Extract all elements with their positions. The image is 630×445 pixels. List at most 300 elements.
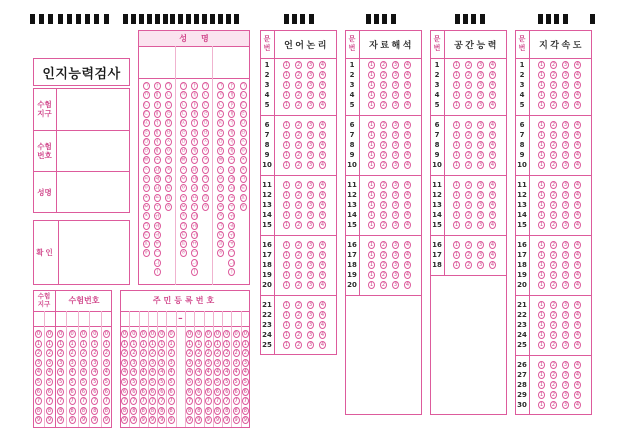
- answer-bubble-option-2[interactable]: 2: [466, 122, 471, 128]
- answer-bubble-option-1[interactable]: 1: [539, 162, 544, 168]
- answer-bubble-option-3[interactable]: 3: [478, 142, 483, 148]
- resident-id-digit-bubble[interactable]: 6: [123, 388, 127, 395]
- resident-id-digit-bubble[interactable]: 3: [132, 359, 136, 366]
- answer-bubble-option-1[interactable]: 1: [284, 202, 289, 208]
- resident-id-write-cell[interactable]: [232, 312, 240, 326]
- name-bubble-medial-vowel[interactable]: ㅒ: [154, 110, 160, 117]
- resident-id-digit-bubble[interactable]: 6: [215, 388, 220, 395]
- exam-number-digit-bubble[interactable]: 5: [81, 379, 86, 385]
- exam-region-digit-bubble[interactable]: 7: [47, 398, 52, 405]
- answer-bubble-option-4[interactable]: 4: [405, 282, 410, 288]
- name-bubble-medial-vowel[interactable]: ㅞ: [229, 222, 235, 229]
- answer-bubble-option-3[interactable]: 3: [308, 342, 313, 348]
- name-bubble-final-consonant[interactable]: ㄹ: [203, 110, 209, 117]
- answer-bubble-option-2[interactable]: 2: [381, 62, 386, 68]
- answer-bubble-option-3[interactable]: 3: [308, 162, 313, 168]
- exam-number-digit-bubble[interactable]: 6: [70, 388, 74, 395]
- answer-bubble-option-4[interactable]: 4: [405, 132, 410, 138]
- exam-number-write-cell[interactable]: [90, 312, 100, 326]
- exam-number-digit-bubble[interactable]: 2: [59, 350, 63, 357]
- name-bubble-initial-consonant[interactable]: ㅂ: [180, 148, 186, 155]
- name-bubble-initial-consonant[interactable]: ㄸ: [218, 120, 224, 127]
- resident-id-write-cell[interactable]: [186, 312, 194, 326]
- answer-bubble-option-1[interactable]: 1: [454, 102, 459, 108]
- exam-region-digit-bubble[interactable]: 8: [47, 407, 52, 414]
- resident-id-digit-bubble[interactable]: 0: [197, 331, 201, 337]
- resident-id-digit-bubble[interactable]: 4: [215, 369, 220, 376]
- exam-number-digit-bubble[interactable]: 0: [93, 331, 97, 337]
- exam-number-digit-bubble[interactable]: 0: [59, 331, 63, 337]
- answer-bubble-option-1[interactable]: 1: [284, 122, 289, 128]
- answer-bubble-option-1[interactable]: 1: [369, 102, 374, 108]
- name-bubble-final-consonant[interactable]: ㅋ: [165, 176, 171, 182]
- answer-bubble-option-4[interactable]: 4: [320, 182, 325, 188]
- answer-bubble-option-4[interactable]: 4: [575, 302, 580, 308]
- resident-id-digit-bubble[interactable]: 5: [150, 379, 155, 385]
- resident-id-digit-bubble[interactable]: 4: [197, 369, 201, 376]
- answer-bubble-option-1[interactable]: 1: [284, 222, 289, 228]
- answer-bubble-option-3[interactable]: 3: [563, 72, 568, 78]
- name-bubble-medial-vowel[interactable]: ㅘ: [154, 166, 160, 173]
- resident-id-digit-bubble[interactable]: 4: [160, 369, 164, 376]
- exam-number-digit-bubble[interactable]: 0: [81, 331, 86, 337]
- name-bubble-medial-vowel[interactable]: ㅡ: [154, 250, 160, 257]
- answer-bubble-option-4[interactable]: 4: [490, 192, 495, 198]
- answer-bubble-option-2[interactable]: 2: [466, 62, 471, 68]
- answer-bubble-option-2[interactable]: 2: [381, 252, 386, 258]
- exam-region-digit-bubble[interactable]: 4: [47, 369, 52, 376]
- answer-bubble-option-1[interactable]: 1: [284, 102, 289, 108]
- answer-bubble-option-3[interactable]: 3: [478, 262, 483, 268]
- name-bubble-final-consonant[interactable]: ㅌ: [165, 185, 171, 192]
- name-bubble-final-consonant[interactable]: ㅇ: [165, 148, 171, 155]
- exam-number-write-cell[interactable]: [56, 312, 66, 326]
- answer-bubble-option-1[interactable]: 1: [539, 82, 544, 88]
- resident-id-digit-bubble[interactable]: 1: [132, 340, 136, 347]
- resident-id-digit-bubble[interactable]: 9: [243, 417, 247, 424]
- answer-bubble-option-1[interactable]: 1: [369, 272, 374, 278]
- answer-bubble-option-3[interactable]: 3: [393, 202, 398, 208]
- answer-bubble-option-3[interactable]: 3: [393, 192, 398, 198]
- answer-bubble-option-1[interactable]: 1: [284, 82, 289, 88]
- answer-bubble-option-1[interactable]: 1: [539, 272, 544, 278]
- name-bubble-final-consonant[interactable]: ㅎ: [203, 203, 209, 210]
- answer-bubble-option-4[interactable]: 4: [575, 202, 580, 208]
- resident-id-digit-bubble[interactable]: 5: [206, 379, 210, 385]
- resident-id-digit-bubble[interactable]: 4: [169, 369, 173, 376]
- resident-id-digit-bubble[interactable]: 6: [206, 388, 210, 395]
- answer-bubble-option-3[interactable]: 3: [563, 282, 568, 288]
- answer-bubble-option-3[interactable]: 3: [393, 212, 398, 218]
- answer-bubble-option-3[interactable]: 3: [478, 242, 483, 248]
- name-bubble-initial-consonant[interactable]: ㅋ: [218, 222, 224, 229]
- exam-region-digit-bubble[interactable]: 2: [47, 350, 52, 357]
- resident-id-digit-bubble[interactable]: 3: [215, 359, 220, 366]
- answer-bubble-option-2[interactable]: 2: [551, 242, 556, 248]
- answer-bubble-option-1[interactable]: 1: [284, 132, 289, 138]
- answer-bubble-option-2[interactable]: 2: [466, 152, 471, 158]
- answer-bubble-option-3[interactable]: 3: [563, 272, 568, 278]
- exam-number-digit-bubble[interactable]: 0: [104, 331, 108, 337]
- answer-bubble-option-3[interactable]: 3: [563, 102, 568, 108]
- answer-bubble-option-4[interactable]: 4: [490, 142, 495, 148]
- answer-bubble-option-1[interactable]: 1: [369, 182, 374, 188]
- resident-id-digit-bubble[interactable]: 7: [188, 398, 192, 405]
- answer-bubble-option-3[interactable]: 3: [563, 362, 568, 368]
- name-bubble-initial-consonant[interactable]: ㅍ: [218, 241, 224, 248]
- answer-bubble-option-1[interactable]: 1: [369, 92, 374, 98]
- exam-number-digit-bubble[interactable]: 1: [93, 340, 97, 347]
- resident-id-digit-bubble[interactable]: 6: [225, 388, 229, 395]
- answer-bubble-option-4[interactable]: 4: [405, 262, 410, 268]
- name-bubble-final-consonant[interactable]: ㅊ: [165, 166, 171, 173]
- answer-bubble-option-1[interactable]: 1: [539, 372, 544, 378]
- answer-bubble-option-3[interactable]: 3: [308, 262, 313, 268]
- answer-bubble-option-4[interactable]: 4: [575, 122, 580, 128]
- resident-id-digit-bubble[interactable]: 8: [206, 407, 210, 414]
- name-bubble-final-consonant[interactable]: ㅈ: [203, 157, 209, 164]
- answer-bubble-option-1[interactable]: 1: [539, 62, 544, 68]
- answer-bubble-option-1[interactable]: 1: [284, 92, 289, 98]
- resident-id-digit-bubble[interactable]: 9: [234, 417, 238, 424]
- answer-bubble-option-1[interactable]: 1: [369, 252, 374, 258]
- answer-bubble-option-1[interactable]: 1: [369, 242, 374, 248]
- answer-bubble-option-3[interactable]: 3: [478, 162, 483, 168]
- answer-bubble-option-1[interactable]: 1: [284, 282, 289, 288]
- answer-bubble-option-1[interactable]: 1: [369, 62, 374, 68]
- name-bubble-medial-vowel[interactable]: ㅡ: [192, 250, 197, 257]
- answer-bubble-option-2[interactable]: 2: [296, 212, 301, 218]
- name-bubble-final-consonant[interactable]: ㅅ: [240, 138, 246, 145]
- answer-bubble-option-1[interactable]: 1: [454, 72, 459, 78]
- resident-id-write-cell[interactable]: [214, 312, 222, 326]
- answer-bubble-option-1[interactable]: 1: [539, 122, 544, 128]
- answer-bubble-option-2[interactable]: 2: [296, 272, 301, 278]
- answer-bubble-option-1[interactable]: 1: [539, 382, 544, 388]
- answer-bubble-option-4[interactable]: 4: [490, 222, 495, 228]
- answer-bubble-option-4[interactable]: 4: [320, 192, 325, 198]
- name-bubble-medial-vowel[interactable]: ㅛ: [229, 194, 235, 201]
- exam-number-digit-bubble[interactable]: 7: [70, 398, 74, 405]
- answer-bubble-option-1[interactable]: 1: [284, 212, 289, 218]
- answer-bubble-option-3[interactable]: 3: [563, 222, 568, 228]
- answer-bubble-option-2[interactable]: 2: [381, 142, 386, 148]
- name-bubble-initial-consonant[interactable]: ㄲ: [143, 92, 149, 99]
- name-bubble-initial-consonant[interactable]: ㅈ: [180, 194, 186, 201]
- name-bubble-final-consonant[interactable]: ㅋ: [203, 176, 209, 182]
- resident-id-digit-bubble[interactable]: 8: [215, 407, 220, 414]
- answer-bubble-option-4[interactable]: 4: [575, 212, 580, 218]
- answer-bubble-option-4[interactable]: 4: [320, 122, 325, 128]
- answer-bubble-option-3[interactable]: 3: [563, 252, 568, 258]
- answer-bubble-option-4[interactable]: 4: [490, 162, 495, 168]
- answer-bubble-option-3[interactable]: 3: [478, 72, 483, 78]
- resident-id-digit-bubble[interactable]: 6: [169, 388, 173, 395]
- answer-bubble-option-3[interactable]: 3: [308, 132, 313, 138]
- name-bubble-initial-consonant[interactable]: ㅋ: [143, 222, 149, 229]
- resident-id-digit-bubble[interactable]: 2: [234, 350, 238, 357]
- answer-bubble-option-2[interactable]: 2: [466, 182, 471, 188]
- name-bubble-medial-vowel[interactable]: ㅙ: [192, 176, 197, 182]
- resident-id-digit-bubble[interactable]: 7: [150, 398, 155, 405]
- answer-bubble-option-4[interactable]: 4: [320, 222, 325, 228]
- answer-bubble-option-1[interactable]: 1: [369, 202, 374, 208]
- resident-id-digit-bubble[interactable]: 4: [234, 369, 238, 376]
- answer-bubble-option-3[interactable]: 3: [563, 122, 568, 128]
- answer-bubble-option-2[interactable]: 2: [551, 92, 556, 98]
- answer-bubble-option-4[interactable]: 4: [490, 242, 495, 248]
- answer-bubble-option-3[interactable]: 3: [563, 382, 568, 388]
- answer-bubble-option-4[interactable]: 4: [405, 222, 410, 228]
- answer-bubble-option-2[interactable]: 2: [381, 222, 386, 228]
- exam-number-digit-bubble[interactable]: 5: [93, 379, 97, 385]
- resident-id-digit-bubble[interactable]: 5: [197, 379, 201, 385]
- resident-id-digit-bubble[interactable]: 1: [215, 340, 220, 347]
- exam-number-digit-bubble[interactable]: 2: [70, 350, 74, 357]
- answer-bubble-option-2[interactable]: 2: [296, 332, 301, 338]
- answer-bubble-option-4[interactable]: 4: [320, 142, 325, 148]
- answer-bubble-option-2[interactable]: 2: [381, 282, 386, 288]
- answer-bubble-option-4[interactable]: 4: [490, 262, 495, 268]
- answer-bubble-option-3[interactable]: 3: [308, 282, 313, 288]
- name-bubble-initial-consonant[interactable]: ㄷ: [218, 110, 224, 117]
- answer-bubble-option-3[interactable]: 3: [478, 222, 483, 228]
- answer-bubble-option-2[interactable]: 2: [466, 222, 471, 228]
- resident-id-digit-bubble[interactable]: 6: [141, 388, 145, 395]
- name-bubble-medial-vowel[interactable]: ㅚ: [154, 185, 160, 192]
- exam-region-digit-bubble[interactable]: 2: [36, 350, 41, 357]
- answer-bubble-option-2[interactable]: 2: [381, 122, 386, 128]
- answer-bubble-option-1[interactable]: 1: [284, 182, 289, 188]
- answer-bubble-option-1[interactable]: 1: [369, 282, 374, 288]
- answer-bubble-option-4[interactable]: 4: [575, 362, 580, 368]
- answer-bubble-option-4[interactable]: 4: [490, 72, 495, 78]
- answer-bubble-option-2[interactable]: 2: [296, 302, 301, 308]
- name-bubble-medial-vowel[interactable]: ㅔ: [229, 129, 235, 136]
- answer-bubble-option-1[interactable]: 1: [369, 72, 374, 78]
- name-bubble-initial-consonant[interactable]: ㅌ: [180, 231, 186, 238]
- answer-bubble-option-4[interactable]: 4: [405, 202, 410, 208]
- exam-number-digit-bubble[interactable]: 5: [104, 379, 108, 385]
- resident-id-digit-bubble[interactable]: 9: [197, 417, 201, 424]
- answer-bubble-option-4[interactable]: 4: [490, 102, 495, 108]
- name-bubble-initial-consonant[interactable]: ㅎ: [143, 250, 149, 257]
- resident-id-digit-bubble[interactable]: 8: [243, 407, 247, 414]
- answer-bubble-option-1[interactable]: 1: [539, 252, 544, 258]
- name-bubble-final-consonant[interactable]: ㄷ: [240, 101, 246, 108]
- resident-id-digit-bubble[interactable]: 5: [243, 379, 247, 385]
- resident-id-write-cell[interactable]: [167, 312, 175, 326]
- answer-bubble-option-2[interactable]: 2: [296, 312, 301, 318]
- answer-bubble-option-2[interactable]: 2: [466, 192, 471, 198]
- exam-number-digit-bubble[interactable]: 6: [104, 388, 108, 395]
- name-bubble-final-consonant[interactable]: ㅇ: [240, 148, 246, 155]
- answer-bubble-option-3[interactable]: 3: [393, 252, 398, 258]
- exam-number-digit-bubble[interactable]: 2: [104, 350, 108, 357]
- name-bubble-initial-consonant[interactable]: ㄱ: [143, 83, 149, 89]
- answer-bubble-option-4[interactable]: 4: [490, 122, 495, 128]
- name-bubble-medial-vowel[interactable]: ㅏ: [229, 83, 235, 89]
- resident-id-digit-bubble[interactable]: 8: [197, 407, 201, 414]
- exam-number-digit-bubble[interactable]: 4: [81, 369, 86, 376]
- name-bubble-medial-vowel[interactable]: ㅠ: [154, 241, 160, 248]
- answer-bubble-option-2[interactable]: 2: [466, 262, 471, 268]
- resident-id-digit-bubble[interactable]: 9: [188, 417, 192, 424]
- answer-bubble-option-2[interactable]: 2: [551, 322, 556, 328]
- resident-id-digit-bubble[interactable]: 4: [225, 369, 229, 376]
- resident-id-digit-bubble[interactable]: 0: [188, 331, 192, 337]
- name-bubble-final-consonant[interactable]: ㅊ: [240, 166, 246, 173]
- answer-bubble-option-2[interactable]: 2: [296, 72, 301, 78]
- answer-bubble-option-2[interactable]: 2: [381, 182, 386, 188]
- answer-bubble-option-3[interactable]: 3: [308, 272, 313, 278]
- answer-bubble-option-2[interactable]: 2: [551, 392, 556, 398]
- resident-id-digit-bubble[interactable]: 3: [188, 359, 192, 366]
- answer-bubble-option-2[interactable]: 2: [466, 242, 471, 248]
- resident-id-digit-bubble[interactable]: 1: [206, 340, 210, 347]
- answer-bubble-option-3[interactable]: 3: [393, 182, 398, 188]
- name-bubble-medial-vowel[interactable]: ㅛ: [192, 194, 197, 201]
- name-bubble-final-consonant[interactable]: ㄱ: [240, 83, 246, 89]
- exam-number-digit-bubble[interactable]: 0: [70, 331, 74, 337]
- answer-bubble-option-3[interactable]: 3: [478, 122, 483, 128]
- name-bubble-medial-vowel[interactable]: ㅜ: [229, 203, 235, 210]
- name-bubble-medial-vowel[interactable]: ㅕ: [154, 138, 160, 145]
- name-bubble-medial-vowel[interactable]: ㅟ: [229, 231, 235, 238]
- answer-bubble-option-4[interactable]: 4: [575, 272, 580, 278]
- exam-number-write-field[interactable]: [57, 131, 129, 171]
- exam-number-digit-bubble[interactable]: 8: [70, 407, 74, 414]
- exam-number-digit-bubble[interactable]: 4: [59, 369, 63, 376]
- name-bubble-final-consonant[interactable]: ㅎ: [165, 203, 171, 210]
- name-bubble-initial-consonant[interactable]: ㅁ: [218, 138, 224, 145]
- exam-number-digit-bubble[interactable]: 1: [59, 340, 63, 347]
- resident-id-digit-bubble[interactable]: 3: [160, 359, 164, 366]
- name-bubble-initial-consonant[interactable]: ㄴ: [180, 101, 186, 108]
- answer-bubble-option-4[interactable]: 4: [575, 62, 580, 68]
- name-bubble-initial-consonant[interactable]: ㅇ: [218, 185, 224, 192]
- answer-bubble-option-1[interactable]: 1: [539, 212, 544, 218]
- answer-bubble-option-4[interactable]: 4: [575, 82, 580, 88]
- name-bubble-medial-vowel[interactable]: ㅞ: [154, 222, 160, 229]
- resident-id-digit-bubble[interactable]: 0: [206, 331, 210, 337]
- answer-bubble-option-1[interactable]: 1: [284, 192, 289, 198]
- answer-bubble-option-3[interactable]: 3: [308, 212, 313, 218]
- answer-bubble-option-1[interactable]: 1: [539, 282, 544, 288]
- answer-bubble-option-1[interactable]: 1: [539, 312, 544, 318]
- name-bubble-final-consonant[interactable]: ㄴ: [240, 92, 246, 99]
- answer-bubble-option-4[interactable]: 4: [320, 162, 325, 168]
- resident-id-write-cell[interactable]: [149, 312, 157, 326]
- answer-bubble-option-4[interactable]: 4: [320, 332, 325, 338]
- exam-region-digit-bubble[interactable]: 1: [47, 340, 52, 347]
- resident-id-digit-bubble[interactable]: 1: [141, 340, 145, 347]
- answer-bubble-option-4[interactable]: 4: [575, 312, 580, 318]
- resident-id-digit-bubble[interactable]: 9: [206, 417, 210, 424]
- answer-bubble-option-4[interactable]: 4: [320, 242, 325, 248]
- answer-bubble-option-1[interactable]: 1: [539, 242, 544, 248]
- name-bubble-initial-consonant[interactable]: ㅎ: [180, 250, 186, 257]
- answer-bubble-option-2[interactable]: 2: [551, 192, 556, 198]
- exam-number-digit-bubble[interactable]: 2: [81, 350, 86, 357]
- answer-bubble-option-4[interactable]: 4: [320, 342, 325, 348]
- answer-bubble-option-4[interactable]: 4: [320, 72, 325, 78]
- exam-number-digit-bubble[interactable]: 1: [81, 340, 86, 347]
- answer-bubble-option-2[interactable]: 2: [551, 302, 556, 308]
- name-bubble-initial-consonant[interactable]: ㅉ: [180, 203, 186, 210]
- resident-id-digit-bubble[interactable]: 8: [169, 407, 173, 414]
- answer-bubble-option-1[interactable]: 1: [369, 212, 374, 218]
- name-bubble-medial-vowel[interactable]: ㅐ: [192, 92, 197, 99]
- answer-bubble-option-3[interactable]: 3: [308, 302, 313, 308]
- answer-bubble-option-2[interactable]: 2: [551, 212, 556, 218]
- name-bubble-medial-vowel[interactable]: ㅜ: [192, 203, 197, 210]
- answer-bubble-option-2[interactable]: 2: [466, 202, 471, 208]
- name-bubble-medial-vowel[interactable]: ㅙ: [229, 176, 235, 182]
- name-bubble-initial-consonant[interactable]: ㅋ: [180, 222, 186, 229]
- exam-number-digit-bubble[interactable]: 8: [104, 407, 108, 414]
- resident-id-digit-bubble[interactable]: 2: [243, 350, 247, 357]
- answer-bubble-option-2[interactable]: 2: [551, 142, 556, 148]
- name-bubble-medial-vowel[interactable]: ㅗ: [154, 157, 160, 164]
- answer-bubble-option-1[interactable]: 1: [539, 262, 544, 268]
- answer-bubble-option-4[interactable]: 4: [320, 282, 325, 288]
- name-bubble-medial-vowel[interactable]: ㅛ: [154, 194, 160, 201]
- answer-bubble-option-4[interactable]: 4: [320, 262, 325, 268]
- answer-bubble-option-2[interactable]: 2: [381, 72, 386, 78]
- answer-bubble-option-3[interactable]: 3: [308, 152, 313, 158]
- answer-bubble-option-1[interactable]: 1: [454, 262, 459, 268]
- answer-bubble-option-2[interactable]: 2: [466, 82, 471, 88]
- answer-bubble-option-2[interactable]: 2: [466, 102, 471, 108]
- answer-bubble-option-3[interactable]: 3: [308, 102, 313, 108]
- resident-id-digit-bubble[interactable]: 7: [123, 398, 127, 405]
- answer-bubble-option-3[interactable]: 3: [563, 162, 568, 168]
- resident-id-digit-bubble[interactable]: 5: [132, 379, 136, 385]
- answer-bubble-option-3[interactable]: 3: [563, 302, 568, 308]
- name-bubble-medial-vowel[interactable]: ㅟ: [154, 231, 160, 238]
- answer-bubble-option-1[interactable]: 1: [539, 202, 544, 208]
- exam-number-write-cell[interactable]: [67, 312, 77, 326]
- name-bubble-initial-consonant[interactable]: ㅅ: [143, 166, 149, 173]
- exam-region-digit-bubble[interactable]: 9: [36, 417, 41, 424]
- resident-id-digit-bubble[interactable]: 9: [225, 417, 229, 424]
- resident-id-digit-bubble[interactable]: 2: [141, 350, 145, 357]
- answer-bubble-option-3[interactable]: 3: [393, 222, 398, 228]
- name-bubble-initial-consonant[interactable]: ㄱ: [218, 83, 224, 89]
- answer-bubble-option-3[interactable]: 3: [308, 222, 313, 228]
- answer-bubble-option-4[interactable]: 4: [405, 252, 410, 258]
- name-bubble-medial-vowel[interactable]: ㅔ: [192, 129, 197, 136]
- resident-id-digit-bubble[interactable]: 2: [132, 350, 136, 357]
- answer-bubble-option-4[interactable]: 4: [405, 62, 410, 68]
- answer-bubble-option-1[interactable]: 1: [369, 132, 374, 138]
- resident-id-digit-bubble[interactable]: 3: [123, 359, 127, 366]
- resident-id-digit-bubble[interactable]: 1: [150, 340, 155, 347]
- resident-id-digit-bubble[interactable]: 0: [123, 331, 127, 337]
- resident-id-write-cell[interactable]: [130, 312, 138, 326]
- answer-bubble-option-2[interactable]: 2: [381, 272, 386, 278]
- answer-bubble-option-3[interactable]: 3: [393, 82, 398, 88]
- answer-bubble-option-1[interactable]: 1: [284, 62, 289, 68]
- name-bubble-initial-consonant[interactable]: ㅍ: [180, 241, 186, 248]
- name-bubble-final-consonant[interactable]: ㅍ: [240, 194, 246, 201]
- name-bubble-final-consonant[interactable]: ㅋ: [240, 176, 246, 182]
- answer-bubble-option-4[interactable]: 4: [490, 92, 495, 98]
- name-syllable-write-cell[interactable]: [213, 47, 249, 78]
- answer-bubble-option-3[interactable]: 3: [308, 72, 313, 78]
- resident-id-digit-bubble[interactable]: 2: [188, 350, 192, 357]
